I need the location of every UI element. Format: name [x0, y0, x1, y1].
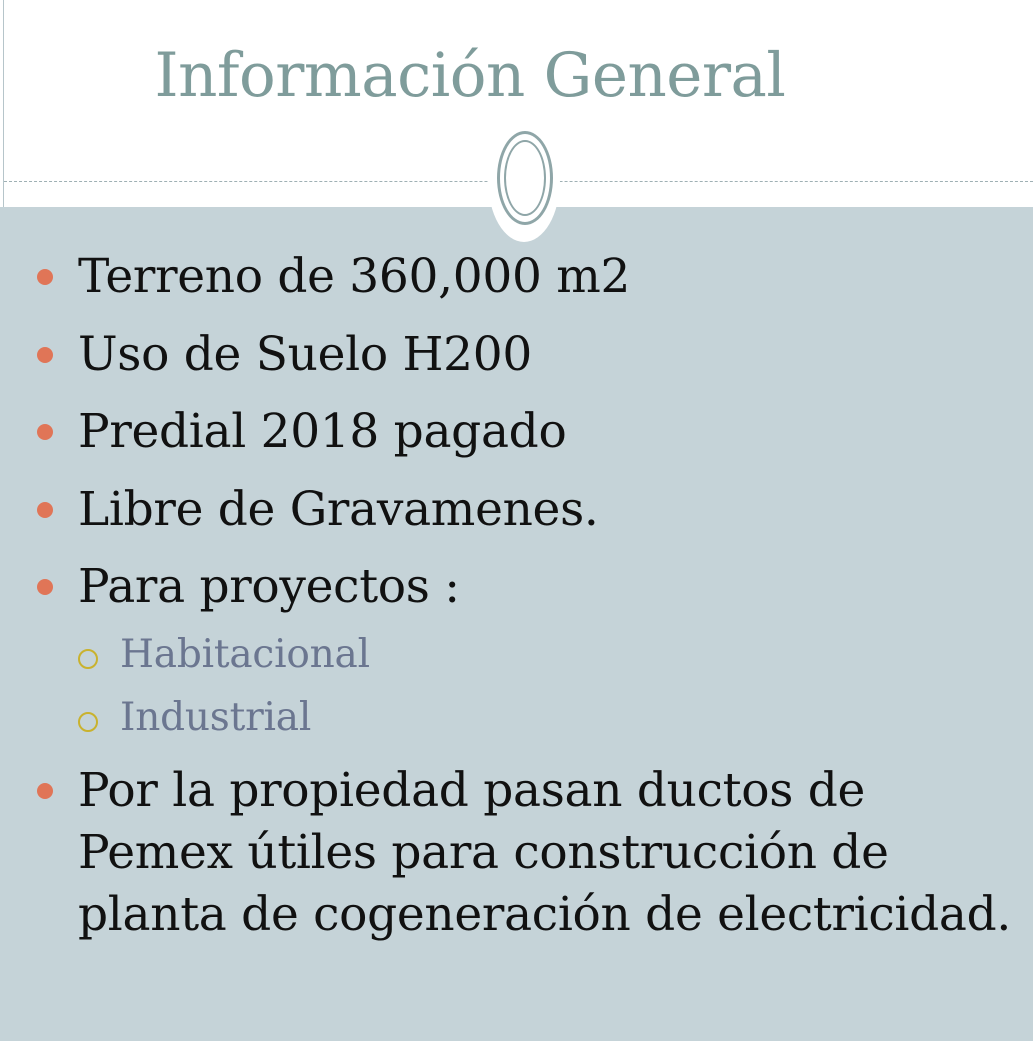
- bullet-text: Para proyectos :: [78, 559, 460, 614]
- bullet-text-line: Pemex útiles para construcción de: [78, 825, 889, 880]
- bullet-dot-icon: [37, 269, 53, 285]
- sub-bullet-text: Industrial: [120, 695, 312, 740]
- ring-bullet-icon: [78, 649, 98, 669]
- bullet-text: Libre de Gravamenes.: [78, 482, 599, 537]
- sub-bullet-text: Habitacional: [120, 632, 370, 677]
- bullet-dot-icon: [37, 783, 53, 799]
- bullet-dot-icon: [37, 579, 53, 595]
- bullet-text-multiline: [78, 760, 1011, 946]
- bullet-dot-icon: [37, 347, 53, 363]
- bullet-dot-icon: [37, 502, 53, 518]
- bullet-text: Terreno de 360,000 m2: [78, 249, 631, 304]
- ring-bullet-icon: [78, 712, 98, 732]
- bullet-text-line: Por la propiedad pasan ductos de: [78, 763, 866, 818]
- bullet-text: Predial 2018 pagado: [78, 404, 567, 459]
- bullet-dot-icon: [37, 424, 53, 440]
- bullet-text-line: planta de cogeneración de electricidad.: [78, 887, 1012, 942]
- slide-title: Información General: [154, 40, 786, 111]
- bullet-text: Uso de Suelo H200: [78, 327, 532, 382]
